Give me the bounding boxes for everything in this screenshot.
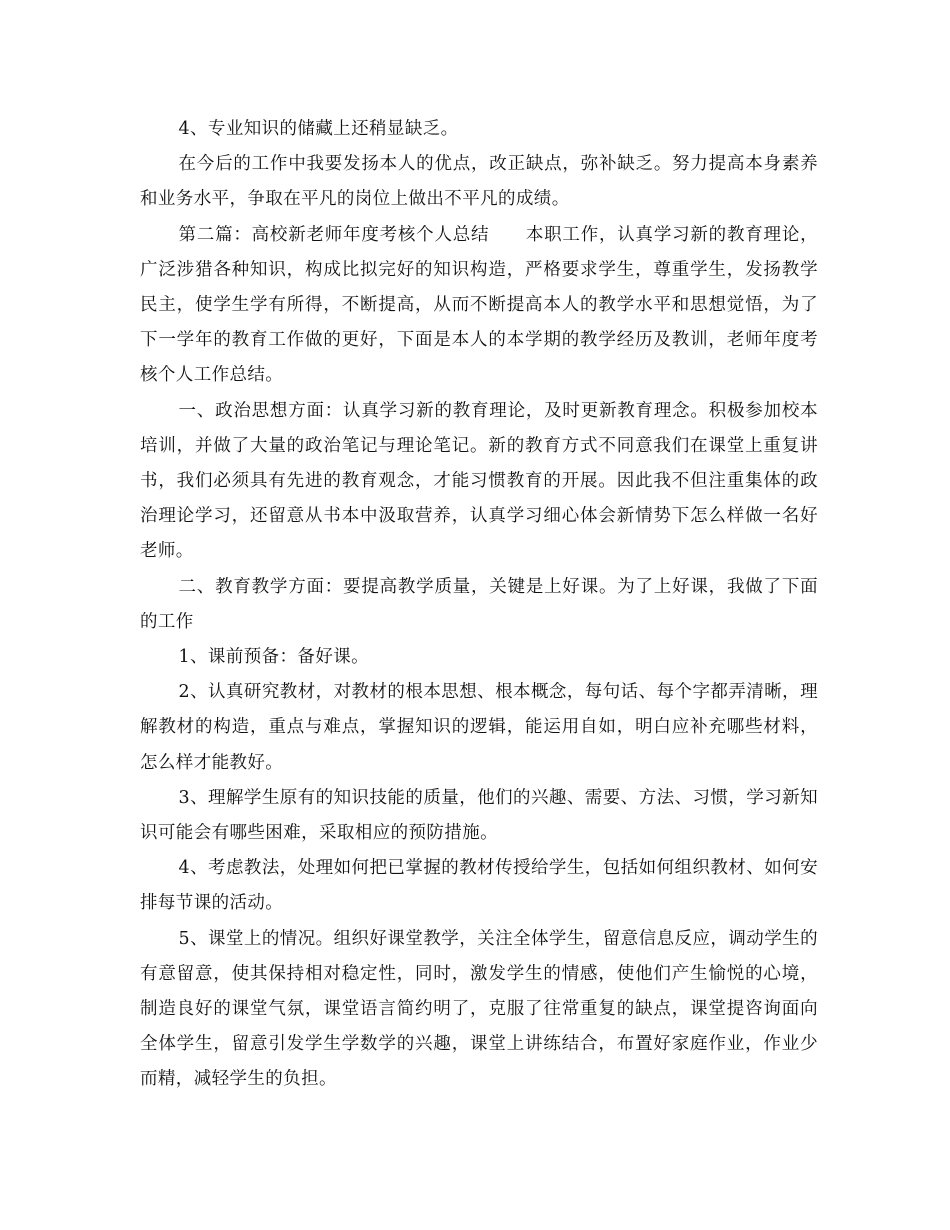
paragraph-teaching-aspect: 二、教育教学方面：要提高教学质量，关键是上好课。为了上好课，我做了下面的工作 [140,576,818,632]
paragraph-teaching-methods: 4、考虑教法，处理如何把已掌握的教材传授给学生，包括如何组织教材、如何安排每节课的活动。 [140,858,818,914]
document-body [140,112,818,1098]
paragraph-understand-students: 3、理解学生原有的知识技能的质量，他们的兴趣、需要、方法、习惯，学习新知识可能会有哪些困难，采取相应的预防措施。 [140,787,818,844]
paragraph-political-thought: 一、政治思想方面：认真学习新的教育理论，及时更新教育理念。积极参加校本培训，并做了大量的政治笔记与理论笔记。新的教育方式不同意我们在课堂上重复讲书，我们必须具有先进的教育观念，才能习惯教育的开展。因此我不但注重集体的政治理论学习，还留意从书本中汲取营养，认真学习细心体会新情势下怎么样做一名好老师。 [140,400,818,562]
paragraph-lesson-preparation: 1、课前预备：备好课。 [178,647,370,668]
paragraph-classroom-situation: 5、课堂上的情况。组织好课堂教学，关注全体学生，留意信息反应，调动学生的有意留意，使其保持相对稳定性，同时，激发学生的情感，使他们产生愉悦的心境，制造良好的课堂气氛，课堂语言简约明了，克服了往常重复的缺点，课堂提咨询面向全体学生，留意引发学生学数学的兴趣，课堂上讲练结合，布置好家庭作业，作业少而精，减轻学生的负担。 [140,928,818,1090]
paragraph-study-materials: 2、认真研究教材，对教材的根本思想、根本概念，每句话、每个字都弄清晰，理解教材的构造，重点与难点，掌握知识的逻辑，能运用自如，明白应补充哪些材料，怎么样才能教好。 [140,682,818,773]
paragraph-part-two-intro: 第二篇：高校新老师年度考核个人总结 本职工作，认真学习新的教育理论，广泛涉猎各种知识，构成比拟完好的知识构造，严格要求学生，尊重学生，发扬教学民主，使学生学有所得，不断提高，从而不断提高本人的教学水平和思想觉悟，为了下一学年的教育工作做的更好，下面是本人的本学期的教学经历及教训，老师年度考核个人工作总结。 [140,224,818,386]
paragraph-future-work: 在今后的工作中我要发扬本人的优点，改正缺点，弥补缺乏。努力提高本身素养和业务水平，争取在平凡的岗位上做出不平凡的成绩。 [140,154,818,210]
paragraph-knowledge-shortage: 4、专业知识的储藏上还稍显缺乏。 [178,119,459,139]
